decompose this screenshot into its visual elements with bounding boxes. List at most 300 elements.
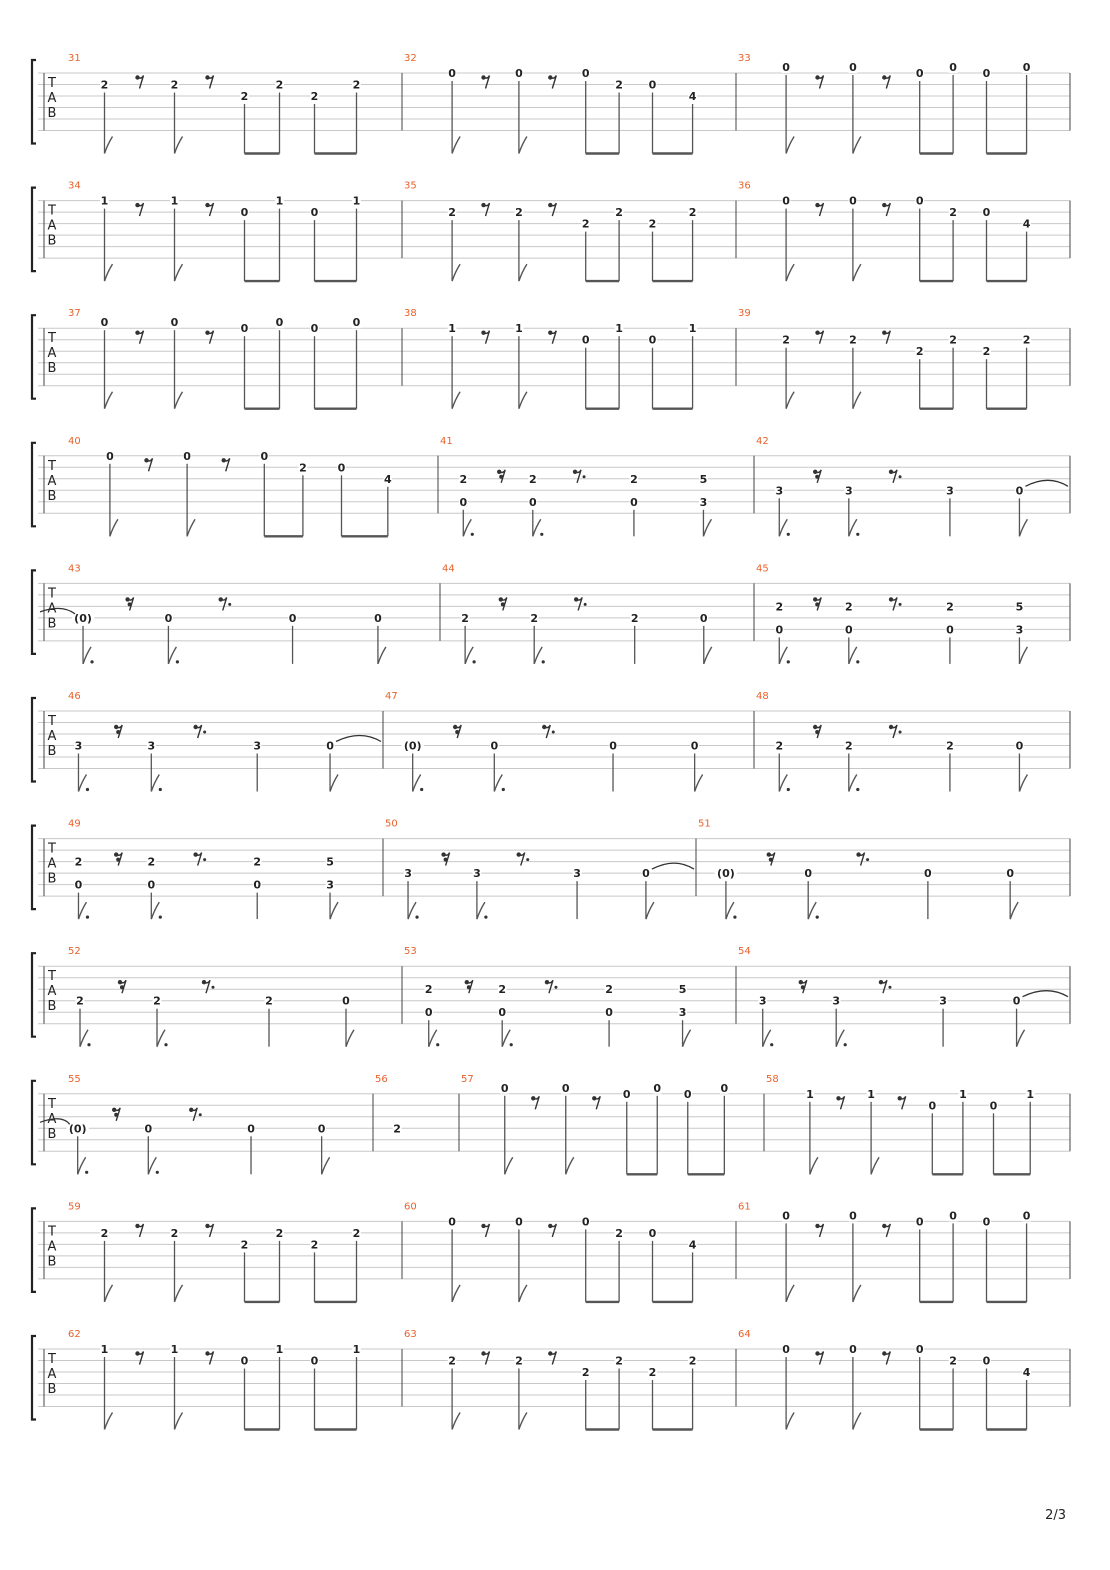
eighth-rest-stroke [484,331,490,344]
fret-number: 0 [605,1006,613,1020]
note-dot [436,1043,439,1046]
fret-number: 0 [609,739,617,753]
tab-clef-letter: T [48,841,56,857]
fret-number: 0 [260,449,269,463]
note-stem-flag [786,392,794,409]
rest-dot [888,986,891,989]
rest-dot [526,858,529,861]
measure-number: 52 [68,946,81,958]
fret-number: 3 [473,867,481,881]
eighth-rest-stroke [544,725,550,738]
fret-number: 0 [782,1209,790,1223]
fret-number: 1 [615,322,623,336]
note-stem-flag [477,902,485,919]
note-dot [540,533,543,536]
note-dot [86,916,89,919]
fret-number: 2 [530,611,539,625]
measure-number: 47 [385,691,398,702]
eighth-rest-stroke [208,1352,214,1365]
fret-number: 2 [648,217,657,231]
fret-number: 2 [310,90,319,103]
note-stem-flag [408,902,416,919]
note-stem-flag [494,775,502,792]
fret-number: 2 [581,217,590,231]
eighth-rest-stroke [839,1096,845,1109]
eighth-rest-stroke [884,203,890,216]
eighth-rest-stroke [519,853,525,866]
fret-number: 5 [678,983,687,997]
fret-number: 0 [170,316,179,330]
eighth-rest-stroke [575,470,581,483]
fret-number: 2 [782,333,790,347]
fret-number: 3 [147,739,156,753]
note-stem-flag [413,775,421,792]
note-stem-flag [80,1030,88,1047]
tab-clef-letter: B [47,361,57,377]
measure [385,819,696,920]
fret-number: 1 [170,194,179,208]
note-dot [856,533,859,536]
rest-dot [228,603,231,606]
fret-number: (0) [403,739,422,753]
fret-number: 3 [253,739,262,753]
fret-number: 1 [448,322,456,336]
fret-number: 2 [615,1226,623,1240]
note-stem-flag [683,1030,691,1047]
fret-number: 0 [928,1099,937,1113]
tab-clef-letter: A [47,729,57,744]
eighth-rest-stroke [208,331,214,344]
note-stem-flag [330,775,338,792]
note-stem-flag [779,647,787,664]
tab-system [32,691,1070,792]
fret-number: 0 [342,994,350,1008]
tab-system [32,1329,1070,1430]
eighth-rest-stroke [550,1352,556,1365]
tab-clef-letter: A [47,1111,57,1127]
eighth-rest-stroke [550,76,556,89]
fret-number: 0 [982,1354,991,1368]
note-dot [86,788,89,791]
eighth-rest-stroke [818,331,824,344]
note-stem-flag [779,519,787,536]
fret-number: 0 [849,1343,857,1356]
note-stem-flag [1019,775,1027,792]
rest-dot [866,858,869,861]
tab-clef-letter: T [48,203,56,219]
fret-number: (0) [68,1122,87,1136]
eighth-rest-stroke [138,203,144,216]
fret-number: 2 [849,333,857,347]
fret-number: 1 [867,1087,875,1101]
note-dot [733,916,736,919]
measure-number: 46 [68,691,81,702]
sixteenth-rest-dot [116,730,120,734]
tab-clef-letter: B [47,488,57,504]
fret-number: 0 [352,316,361,330]
fret-number: 3 [573,867,581,881]
tab-clef-letter: A [47,856,57,872]
note-dot [164,1043,167,1046]
note-stem-flag [151,775,159,792]
note-dot [844,1043,847,1046]
measure-number: 35 [404,180,417,192]
measure [68,53,402,154]
eighth-rest-stroke [550,331,556,344]
eighth-rest-stroke [484,203,490,216]
measure-number: 62 [68,1329,81,1340]
measure-number: 34 [68,180,81,192]
fret-number: 2 [299,461,307,475]
fret-number: 2 [461,611,469,625]
system-bracket [32,826,36,910]
eighth-rest-stroke [884,1352,890,1365]
fret-number: 1 [100,1343,109,1356]
measure [756,563,1070,664]
tab-system [32,1201,1070,1302]
note-dot [159,788,162,791]
tab-clef-letter: T [48,969,56,985]
fret-number: 2 [100,78,109,92]
note-stem-flag [808,902,816,919]
fret-number: 0 [561,1081,570,1095]
tab-clef-letter: A [47,346,57,362]
rest-dot [899,603,902,606]
fret-number: 2 [253,855,262,869]
eighth-rest-stroke [891,597,897,610]
tab-clef-letter: T [48,1352,56,1367]
fret-number: 0 [337,461,346,475]
note-stem-flag [646,902,654,919]
fret-number: 2 [844,739,853,753]
tie-arc [336,736,381,742]
fret-number: 2 [498,983,507,997]
note-dot [542,660,545,663]
note-stem-flag [452,264,460,281]
fret-number: 0 [106,449,114,463]
measure [404,308,736,409]
fret-number: 0 [581,333,590,347]
system-bracket [32,570,36,654]
note-stem-flag [849,519,857,536]
eighth-rest-stroke [208,1224,214,1237]
measure [68,946,402,1046]
fret-number: 0 [164,611,173,625]
note-stem-flag [502,1030,510,1047]
fret-number: 0 [1022,61,1031,74]
tie-arc [40,608,75,614]
note-stem-flag [105,1413,113,1430]
page-number: 2/3 [1045,1508,1066,1523]
tab-clef-letter: A [47,91,57,106]
sixteenth-rest-dot [769,858,773,862]
note-stem-flag [810,1157,818,1174]
eighth-rest-stroke [818,76,824,89]
fret-number: 0 [946,623,954,637]
note-stem-flag [148,1157,156,1174]
measure [404,53,736,154]
measure [68,308,402,409]
sixteenth-rest-dot [467,985,471,989]
rest-dot [212,986,215,989]
measure [68,1329,402,1430]
measure-number: 49 [68,818,81,830]
note-dot [770,1043,773,1046]
fret-number: 3 [775,484,784,498]
fret-number: 0 [374,611,382,625]
eighth-rest-stroke [576,597,582,610]
eighth-rest-stroke [859,853,865,866]
note-stem-flag [346,1030,354,1047]
note-stem-flag [175,137,183,154]
fret-number: 1 [170,1343,179,1356]
eighth-rest-stroke [224,458,230,471]
fret-number: 0 [310,322,319,336]
note-stem-flag [519,392,527,409]
fret-number: 2 [946,739,954,753]
fret-number: 2 [648,1366,657,1379]
measure [404,1329,736,1430]
measure-number: 60 [404,1201,417,1213]
fret-number: 2 [393,1122,401,1136]
system-bracket [32,1081,36,1165]
fret-number: 2 [949,1354,957,1368]
tab-clef-letter: A [47,473,57,489]
fret-number: 4 [688,1238,697,1252]
tab-clef-letter: T [48,586,56,602]
measure-number: 51 [698,818,711,830]
note-stem-flag [505,1157,513,1174]
fret-number: 0 [515,1215,523,1229]
fret-number: 0 [1012,994,1021,1008]
note-stem-flag [465,647,473,664]
tab-system [32,563,1070,664]
fret-number: 2 [946,600,954,614]
fret-number: 0 [915,67,924,80]
rest-dot [899,731,902,734]
measure [404,1201,736,1302]
system-bracket [32,443,36,527]
note-stem-flag [519,264,527,281]
note-stem-flag [151,902,159,919]
fret-number: 0 [630,495,638,509]
measure-number: 32 [404,53,417,64]
measure-number: 58 [766,1073,779,1085]
note-stem-flag [871,1157,879,1174]
fret-number: (0) [74,611,92,625]
measure [40,563,440,664]
fret-number: 0 [642,867,650,881]
note-stem-flag [157,1030,165,1047]
note-dot [856,788,859,791]
tab-clef-letter: B [47,106,57,121]
fret-number: 0 [310,1354,319,1368]
sixteenth-rest-dot [455,730,459,734]
fret-number: 2 [424,983,433,997]
fret-number: 0 [775,623,784,637]
fret-number: 3 [699,495,708,509]
fret-number: 2 [915,345,924,359]
eighth-rest-stroke [484,1224,490,1237]
measure [698,819,1070,920]
measure [68,691,383,792]
fret-number: 0 [253,878,262,892]
fret-number: 1 [515,322,523,336]
tab-clef-letter: A [47,984,57,1000]
note-stem-flag [519,137,527,154]
measure-number: 31 [68,53,81,64]
fret-number: 2 [688,1354,697,1368]
note-stem-flag [110,519,118,536]
eighth-rest-stroke [884,1224,890,1237]
eighth-rest-stroke [891,470,897,483]
eighth-rest-stroke [891,725,897,738]
fret-number: 0 [949,1209,957,1223]
fret-number: 3 [1015,623,1024,637]
note-dot [510,1043,513,1046]
tab-clef-letter: T [48,1096,56,1112]
fret-number: 0 [326,739,334,753]
fret-number: 3 [832,994,841,1008]
fret-number: 0 [699,611,708,625]
fret-number: 1 [352,1343,361,1356]
note-stem-flag [566,1157,574,1174]
rest-dot [899,475,902,478]
fret-number: 3 [939,994,947,1008]
fret-number: 0 [648,78,657,92]
fret-number: 1 [275,1343,284,1356]
measure [738,53,1070,154]
fret-number: 0 [74,878,83,892]
system-bracket [32,315,36,399]
fret-number: 0 [844,623,853,637]
fret-number: 0 [782,1343,790,1356]
tab-clef-letter: B [47,1126,57,1142]
note-stem-flag [452,137,460,154]
measure [738,308,1070,409]
note-stem-flag [429,1030,437,1047]
fret-number: (0) [717,867,735,881]
tie-arc [1025,480,1068,486]
note-stem-flag [105,264,113,281]
fret-number: 2 [352,1226,361,1240]
fret-number: 4 [1022,217,1031,231]
fret-number: 2 [240,90,249,103]
fret-number: 1 [100,194,109,208]
note-stem-flag [1017,1030,1025,1047]
note-stem-flag [463,519,471,536]
note-stem-flag [519,1413,527,1430]
fret-number: 0 [690,739,699,753]
fret-number: 2 [352,78,361,92]
note-dot [87,1043,90,1046]
fret-number: 0 [424,1006,433,1020]
fret-number: 1 [275,194,284,208]
tab-clef-letter: T [48,458,56,474]
measure-number: 64 [738,1329,751,1340]
measure [68,1201,402,1302]
eighth-rest-stroke [818,203,824,216]
fret-number: 0 [782,61,790,74]
note-stem-flag [786,1413,794,1430]
measure [766,1074,1070,1175]
fret-number: 2 [76,994,84,1008]
measure [442,563,754,664]
eighth-rest-stroke [818,1352,824,1365]
note-stem-flag [1010,902,1018,919]
fret-number: 5 [1015,600,1024,614]
measure [756,436,1070,537]
note-stem-flag [786,137,794,154]
note-stem-flag [452,1285,460,1302]
tab-clef-letter: T [48,714,56,729]
measure-number: 40 [68,435,81,447]
sixteenth-rest-dot [128,602,132,606]
fret-number: 2 [515,1354,523,1368]
fret-number: 0 [720,1081,729,1095]
tab-clef-letter: B [47,744,57,759]
measure-number: 57 [461,1073,474,1085]
fret-number: 0 [804,867,813,881]
measure [404,181,736,282]
fret-number: 0 [915,1215,924,1229]
fret-number: 0 [648,333,657,347]
fret-number: 2 [153,994,161,1008]
note-stem-flag [1019,519,1027,536]
fret-number: 4 [383,472,392,486]
tab-clef-letter: A [47,601,57,617]
fret-number: 0 [448,67,456,80]
measure [385,691,754,792]
fret-number: 3 [326,878,334,892]
note-stem-flag [534,647,542,664]
tie-arc [652,863,694,869]
fret-number: 0 [1022,1209,1031,1223]
tab-clef-letter: A [47,1239,57,1255]
note-stem-flag [105,1285,113,1302]
system-bracket [32,698,36,782]
measure [40,1074,373,1175]
eighth-rest-stroke [208,76,214,89]
note-stem-flag [853,137,861,154]
measure-number: 54 [738,946,751,958]
tab-clef-letter: T [48,1224,56,1240]
measure-number: 48 [756,691,769,702]
fret-number: 0 [147,878,156,892]
rest-dot [584,603,587,606]
eighth-rest-stroke [191,1108,197,1121]
fret-number: 2 [630,611,639,625]
fret-number: 4 [1022,1366,1031,1379]
fret-number: 2 [630,472,638,486]
measure [404,946,736,1046]
note-dot [502,788,505,791]
note-stem-flag [786,264,794,281]
note-stem-flag [105,392,113,409]
note-stem-flag [853,1413,861,1430]
fret-number: 0 [275,316,284,330]
fret-number: 3 [74,739,83,753]
note-stem-flag [533,519,541,536]
fret-number: 0 [982,206,991,220]
note-dot [816,916,819,919]
note-stem-flag [330,902,338,919]
tab-clef-letter: B [47,1382,57,1397]
fret-number: 2 [949,333,957,347]
fret-number: 0 [915,1343,924,1356]
fret-number: 2 [688,206,697,220]
rest-dot [199,1113,202,1116]
